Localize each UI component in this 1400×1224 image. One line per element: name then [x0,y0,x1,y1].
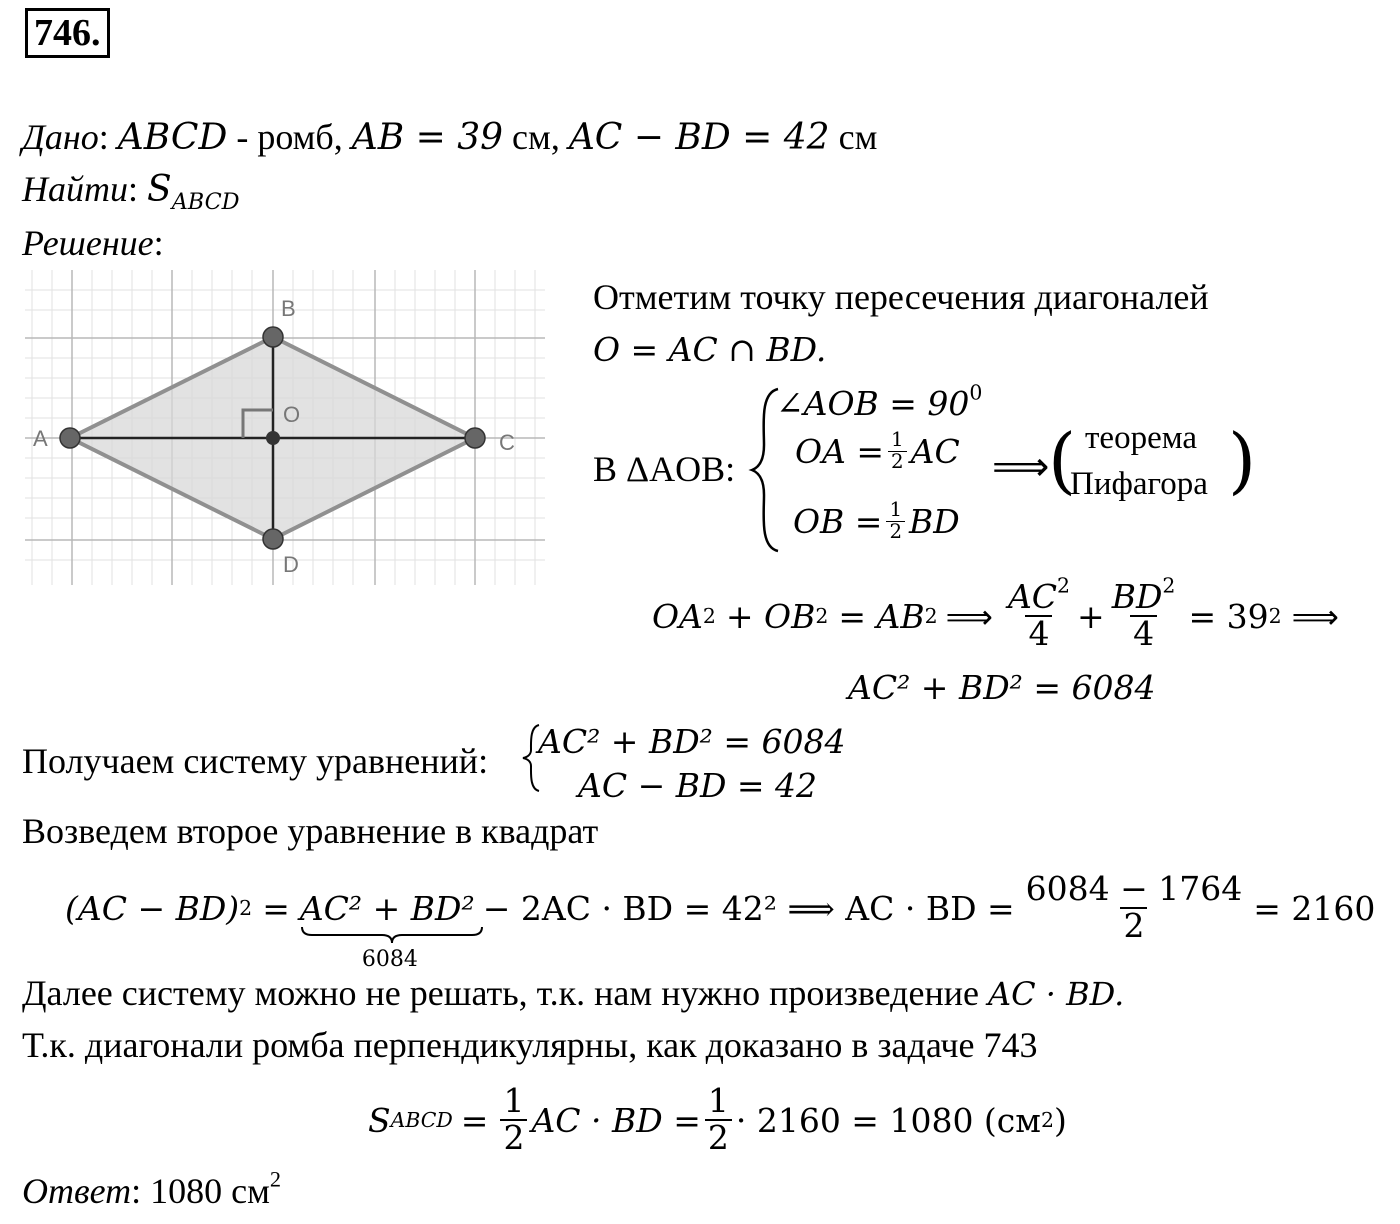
answer-line: Ответ: 1080 $см^2$ [22,1166,282,1211]
given-rhombus: ABCD [117,117,228,158]
find-s: S [147,169,172,210]
label-b: B [281,296,296,321]
answer-label: Ответ [22,1171,132,1211]
implies-theorem: ⟹ [992,444,1050,490]
eq1-four-2: 4 [1130,615,1157,652]
ob-half-den: 2 [886,521,905,543]
given-unit-1: см [512,117,551,157]
eq3-brace-content: AC² + BD² [299,888,475,928]
square-text: Возведем второе уравнение в квадрат [22,811,599,851]
area-tail-end: ) [1053,1100,1067,1140]
system-line-1: AC² + BD² = 6084 [538,722,846,761]
area-half-2-den: 2 [705,1119,732,1156]
oa-ac: AC [910,431,960,471]
eq3-frac-den: 2 [1120,907,1147,944]
area-half-2-num: 1 [707,1081,729,1121]
eq1-bd2: BD [1111,577,1163,617]
eq3-brace-group [299,888,475,972]
area-half-1-den: 2 [500,1119,527,1156]
area-s: S [368,1100,391,1140]
eq1-rhs: = 39 [1188,596,1269,636]
eq1-frac-ac: $\frac{AC^2}{4}$ [1007,574,1071,653]
answer-sup: 2 [269,1166,282,1192]
area-tail: · 2160 = 1080 (см [735,1100,1041,1140]
eq3-brace-label: 6084 [361,946,418,972]
eq3-rest: − 2AC · BD = 42² ⟹ AC · BD = [482,888,1015,928]
in-triangle [593,448,735,490]
area-eq: = [460,1100,489,1140]
area-half-2 [705,1081,732,1157]
ob-text: OB = [793,501,883,541]
eq3-left: (AC − BD) [65,888,240,928]
eq1-ab: = AB [838,596,925,636]
oa-half-num: 1 [891,428,904,451]
eq1: OA 2 + OB 2 = AB 2 ⟹ $\frac{AC^2}{4}$ + $\frac{BD^2}{4}$ = 39 2 ⟹ [652,574,1339,653]
eq1-oa: OA [652,596,703,636]
point-d [263,529,283,549]
note-1-math: AC · BD. [987,975,1125,1013]
find-sub: ABCD [171,188,240,215]
oa-half-den: 2 [888,451,907,473]
area-half-1-num: 1 [503,1081,525,1121]
system-line-2: AC − BD = 42 [578,766,818,805]
theorem-line-1: теорема [1085,420,1198,456]
given-ab: AB = 39 [351,117,504,158]
system-label: Получаем систему уравнений: [22,741,489,781]
eq1-frac-bd: $\frac{BD^2}{4}$ [1111,574,1176,653]
eq3-result: = 2160 [1253,888,1376,928]
point-o [266,431,280,445]
label-d: D [283,552,299,577]
note-1-text: Далее систему можно не решать, т.к. нам нужно произведение [22,973,979,1013]
eq1-implies-2: ⟹ [1291,596,1339,636]
oa-line [795,430,960,473]
eq1-four-1: 4 [1025,615,1052,652]
eq3: (AC − BD) 2 = AC² + BD² 6084 − 2AC · BD = 42² ⟹ AC · BD = $\frac{6084 - 1764}{2}$ = 2160 [65,869,1376,972]
solution-line: Решение: [22,223,164,263]
theorem-line-2: Пифагора [1070,466,1208,502]
area-mid: AC · BD = [531,1100,701,1140]
eq3-frac [1023,869,1246,945]
eq1-ac2: AC [1007,577,1058,617]
ob-bd: BD [909,501,960,541]
label-c: C [499,430,515,455]
given-diff: AC − BD = 42 [568,117,830,158]
given-label: Дано [22,117,99,157]
find-line: Найти: $S_{ABCD}$ [22,169,240,215]
right-line-1: Отметим точку пересечения диагоналей [593,277,1209,317]
problem-number: 746. [25,8,110,58]
angle-aob [776,380,983,423]
in-triangle-text: В ΔAOB: [593,449,736,489]
given-rhombus-word: ромб [257,117,334,157]
note-1 [22,972,1124,1014]
find-label: Найти [22,169,128,209]
given-line: Дано: ABCD - ромб, AB = 39 см, AC − BD = 42 см [22,117,878,158]
eq1-ob: + OB [725,596,816,636]
given-unit-2: см [838,117,878,157]
point-b [263,327,283,347]
solution-label: Решение [22,223,154,263]
area-half-1 [500,1081,527,1157]
ob-line [793,500,960,543]
eq1-implies: ⟹ [945,596,993,636]
ob-half-num: 1 [889,498,903,521]
eq3-frac-num: 6084 − 1764 [1025,869,1243,909]
rhombus-figure [25,270,545,585]
angle-aob-text: ∠AOB = 90 [776,384,970,423]
paren-open: ( [1048,418,1077,502]
oa-half [888,430,907,473]
right-line-2: O = AC ∩ BD. [593,330,827,369]
point-c [465,428,485,448]
underbrace [300,925,485,945]
answer-value: 1080 см [150,1171,270,1211]
note-2: Т.к. диагонали ромба перпендикулярны, как доказано в задаче 743 [22,1025,1038,1065]
point-a [60,428,80,448]
eq1-plus: + [1077,596,1105,636]
area-formula: S ABCD = $\frac{1}{2}$ AC · BD = $\frac{1}{2}$ · 2160 = 1080 (см 2 ) [368,1081,1067,1157]
angle-aob-sup: 0 [969,380,983,405]
eq3-eq: = [262,888,290,928]
eq2: AC² + BD² = 6084 [848,668,1156,707]
label-a: A [33,426,48,451]
paren-close: ) [1228,418,1257,502]
oa-text: OA = [795,431,885,471]
ob-half [886,500,905,543]
label-o: O [283,402,301,427]
